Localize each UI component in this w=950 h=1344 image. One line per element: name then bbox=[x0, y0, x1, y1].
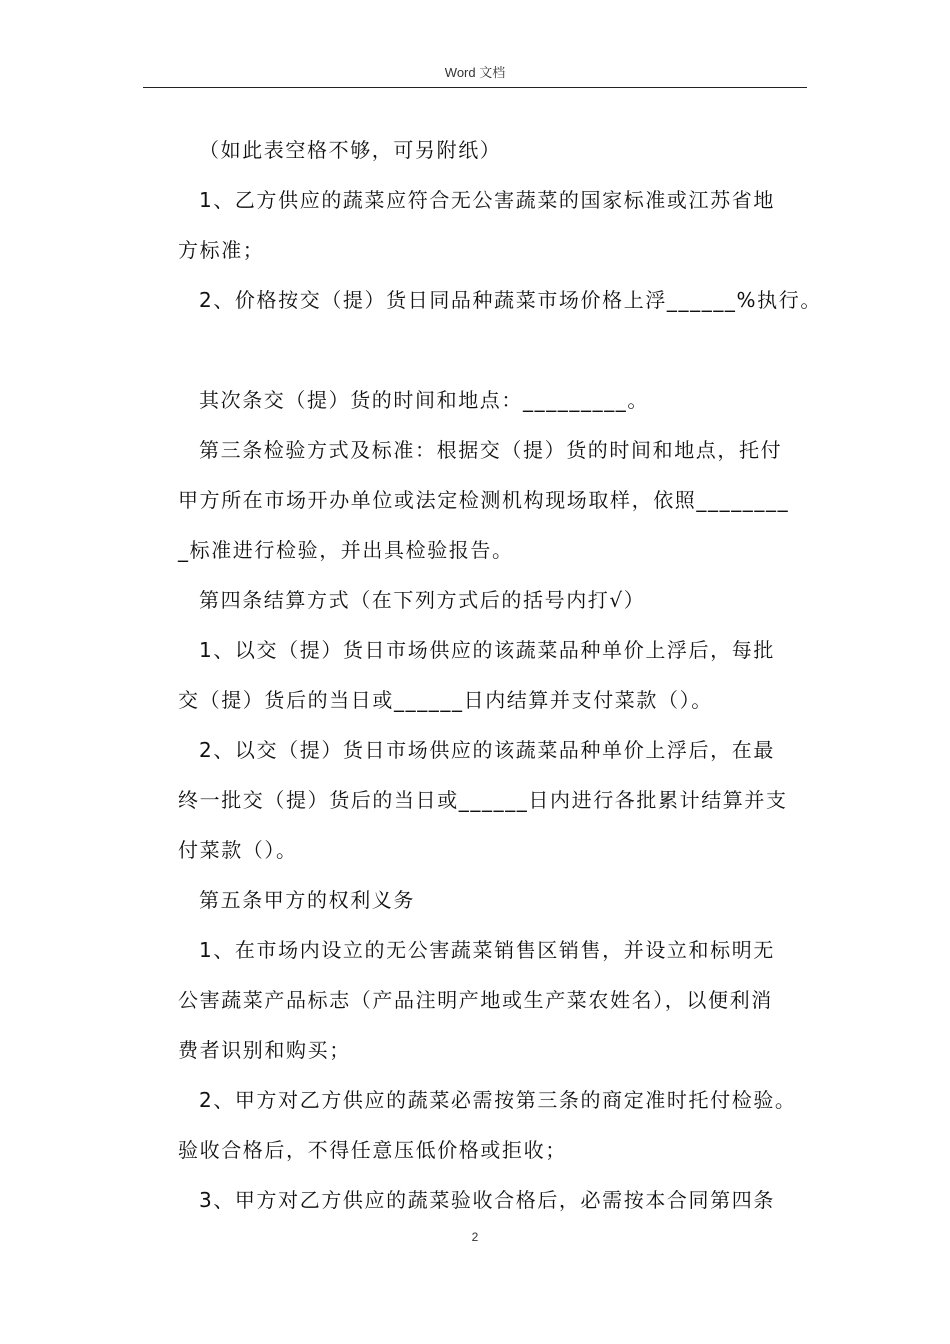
text-line: 3、甲方对乙方供应的蔬菜验收合格后，必需按本合同第四条 bbox=[199, 1188, 775, 1212]
text-line: 1、在市场内设立的无公害蔬菜销售区销售，并设立和标明无 bbox=[199, 938, 775, 962]
text-line: 验收合格后，不得任意压低价格或拒收； bbox=[178, 1138, 567, 1162]
text-line: 2、以交（提）货日市场供应的该蔬菜品种单价上浮后，在最 bbox=[199, 738, 775, 762]
text-line: （如此表空格不够，可另附纸） bbox=[199, 138, 502, 162]
text-line: 2、甲方对乙方供应的蔬菜必需按第三条的商定准时托付检验。 bbox=[199, 1088, 797, 1112]
text-line: 甲方所在市场开办单位或法定检测机构现场取样，依照________ bbox=[178, 488, 790, 512]
page-number: 2 bbox=[471, 1230, 479, 1244]
text-line: _标准进行检验，并出具检验报告。 bbox=[178, 538, 514, 562]
text-line: 其次条交（提）货的时间和地点：_________。 bbox=[199, 388, 649, 412]
header-divider bbox=[143, 87, 807, 88]
text-line: 交（提）货后的当日或______日内结算并支付菜款（）。 bbox=[178, 688, 713, 712]
page-header: Word 文档 bbox=[444, 65, 506, 80]
text-line: 费者识别和购买； bbox=[178, 1038, 351, 1062]
text-line: 方标准； bbox=[178, 238, 265, 262]
text-line: 公害蔬菜产品标志（产品注明产地或生产菜农姓名），以便利消 bbox=[178, 988, 773, 1012]
text-line: 第五条甲方的权利义务 bbox=[199, 888, 415, 912]
text-line: 第四条结算方式（在下列方式后的括号内打√） bbox=[199, 588, 646, 612]
text-line: 终一批交（提）货后的当日或______日内进行各批累计结算并支 bbox=[178, 788, 788, 812]
text-line: 第三条检验方式及标准：根据交（提）货的时间和地点，托付 bbox=[199, 438, 783, 462]
text-line: 2、价格按交（提）货日同品种蔬菜市场价格上浮______%执行。 bbox=[199, 288, 822, 312]
text-line: 1、以交（提）货日市场供应的该蔬菜品种单价上浮后，每批 bbox=[199, 638, 775, 662]
text-line: 1、乙方供应的蔬菜应符合无公害蔬菜的国家标准或江苏省地 bbox=[199, 188, 775, 212]
text-line: 付菜款（）。 bbox=[178, 838, 298, 862]
